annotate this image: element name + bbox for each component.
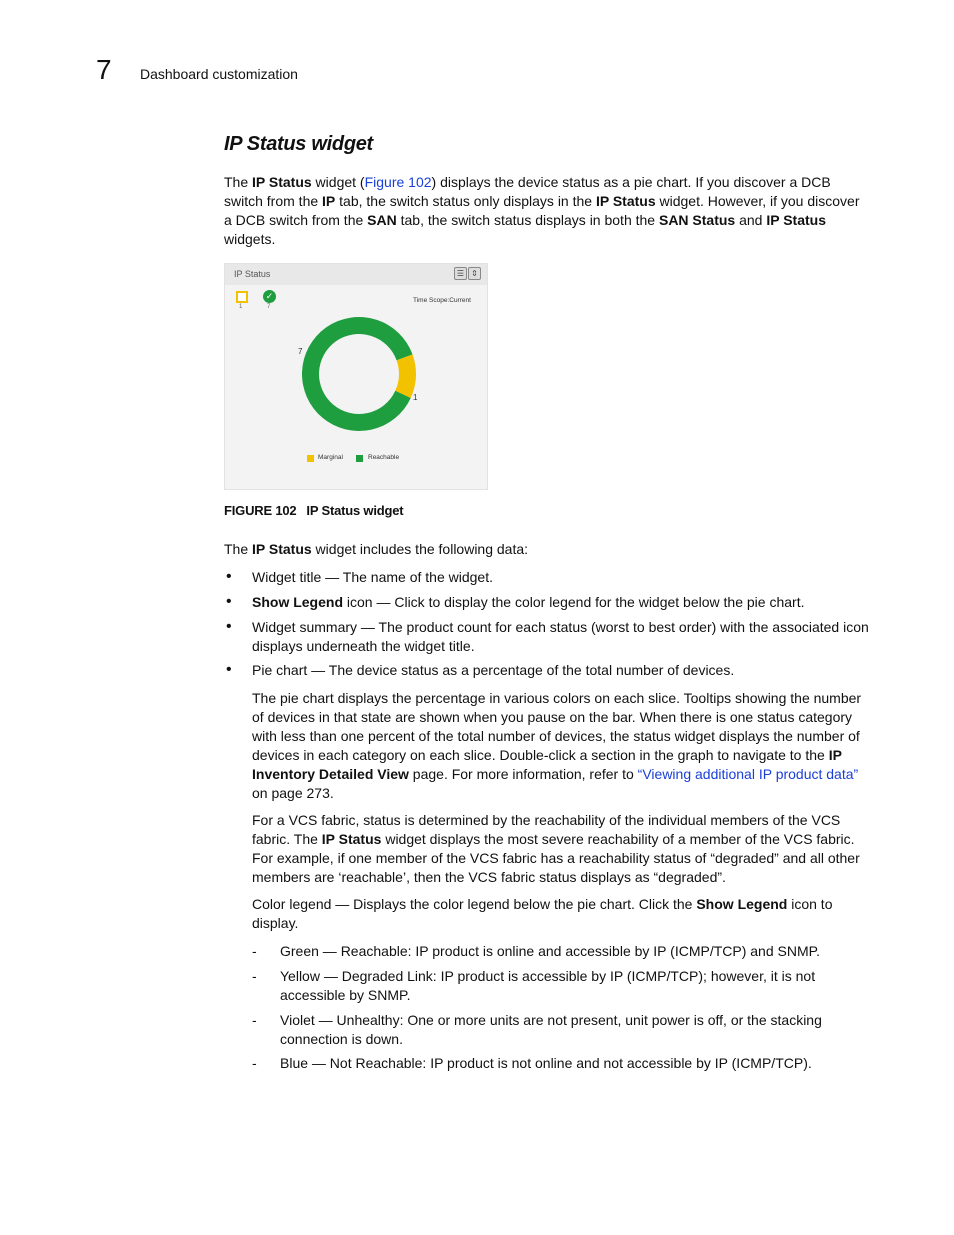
intro-text: tab, the switch status only displays in the: [335, 193, 596, 209]
bullet-icon: •: [226, 618, 232, 635]
reachable-count: 7: [267, 304, 271, 310]
chapter-number: 7: [96, 54, 112, 85]
dash-marker: -: [252, 1055, 257, 1071]
collapse-icon[interactable]: ⇕: [468, 267, 481, 280]
intro-text: widget (: [311, 174, 365, 190]
para-text: widget displays the most severe reachability of a member of the VCS fabric. For example, if one member of the VCS fabric has a reachability status of “degraded” and all other members are ‘reachable’, then the VCS fabric status displays as “degraded”.: [252, 831, 860, 885]
intro-text: The: [224, 174, 253, 190]
time-scope-label: Time Scope:Current: [413, 297, 471, 304]
para-text: Color legend — Displays the color legend below the pie chart. Click the: [252, 896, 697, 912]
intro-text: widget. However, if you discover a DCB switch from the: [224, 193, 860, 228]
dash-item: Green — Reachable: IP product is online and accessible by IP (ICMP/TCP) and SNMP.: [280, 943, 821, 959]
vcs-paragraph: [252, 811, 872, 887]
cross-reference-link[interactable]: “Viewing additional IP product data”: [637, 766, 859, 782]
dash-item: Yellow — Degraded Link: IP product is accessible by IP (ICMP/TCP); however, it is not accessible by SNMP.: [280, 968, 816, 1003]
bullet-item: Widget title — The name of the widget.: [252, 569, 493, 585]
ui-term: SAN: [367, 212, 397, 228]
ui-term: Show Legend: [696, 896, 788, 912]
bullet-item: [252, 593, 872, 612]
ui-term: IP: [322, 193, 336, 209]
green-check-icon: ✓: [263, 290, 276, 303]
bullet-icon: •: [226, 593, 232, 610]
ui-term: IP Inventory Detailed View: [252, 747, 842, 782]
bullet-icon: •: [226, 568, 232, 585]
color-legend-paragraph: [252, 895, 872, 933]
dash-marker: -: [252, 1012, 257, 1028]
show-legend-icon[interactable]: ☰: [454, 267, 467, 280]
ui-term: IP Status: [321, 831, 382, 847]
donut-slice-reachable[interactable]: [302, 317, 413, 431]
includes-text: widget includes the following data:: [311, 541, 529, 557]
legend-marginal[interactable]: Marginal: [318, 454, 343, 461]
intro-text: and: [735, 212, 767, 228]
ui-term: IP Status: [595, 193, 656, 209]
figure-caption: [224, 503, 403, 518]
donut-slice-marginal[interactable]: [395, 354, 416, 398]
dash-marker: -: [252, 968, 257, 984]
widget-title: IP Status: [234, 269, 271, 279]
ui-term: Show Legend: [252, 594, 343, 610]
includes-text: The: [224, 541, 253, 557]
para-text: icon to display.: [252, 896, 833, 931]
dash-item: Blue — Not Reachable: IP product is not online and not accessible by IP (ICMP/TCP).: [280, 1055, 812, 1071]
marginal-count: 1: [239, 304, 243, 310]
chapter-title: Dashboard customization: [140, 66, 298, 82]
para-text: page. For more information, refer to: [408, 766, 638, 782]
intro-text: widgets.: [224, 231, 276, 247]
legend-swatch-marginal: [307, 455, 314, 462]
bullet-item: Pie chart — The device status as a percentage of the total number of devices.: [252, 662, 735, 678]
data-label-marginal: 1: [413, 393, 418, 402]
ui-term: IP Status: [252, 174, 312, 190]
intro-text: ) displays the device status as a pie chart. If you discover a DCB switch from the: [224, 174, 831, 209]
intro-text: tab, the switch status displays in both the: [396, 212, 659, 228]
bullet-item: Widget summary — The product count for each status (worst to best order) with the associated icon displays underneath the widget title.: [252, 619, 869, 654]
figure-label: FIGURE 102: [224, 503, 297, 518]
legend-swatch-reachable: [356, 455, 363, 462]
intro-paragraph: [224, 173, 864, 249]
dash-marker: -: [252, 943, 257, 959]
bullet-icon: •: [226, 661, 232, 678]
includes-paragraph: [224, 540, 528, 559]
section-title: IP Status widget: [224, 133, 373, 155]
bullet-text: icon — Click to display the color legend for the widget below the pie chart.: [343, 594, 805, 610]
para-text: The pie chart displays the percentage in various colors on each slice. Tooltips showing the number of devices in that state are shown when you pause on the bar. When there is one status category with less than one percent of the total number of devices, the status widget displays the number of devices in each category on each slice. Double-click a section in the graph to navigate to the: [252, 690, 862, 763]
ui-term: IP Status: [766, 212, 827, 228]
legend-reachable[interactable]: Reachable: [368, 454, 400, 461]
para-text: For a VCS fabric, status is determined by the reachability of the individual members of the VCS fabric. The: [252, 812, 841, 847]
data-label-reachable: 7: [298, 347, 303, 356]
dash-item: Violet — Unhealthy: One or more units are not present, unit power is off, or the stacking connection is down.: [280, 1012, 822, 1047]
ui-term: SAN Status: [658, 212, 736, 228]
ui-term: IP Status: [252, 541, 312, 557]
figure-title: IP Status widget: [306, 503, 404, 518]
pie-chart-paragraph: [252, 689, 872, 803]
para-text: on page 273.: [252, 785, 334, 801]
ip-status-widget: [224, 263, 488, 490]
figure-link[interactable]: Figure 102: [364, 174, 432, 190]
